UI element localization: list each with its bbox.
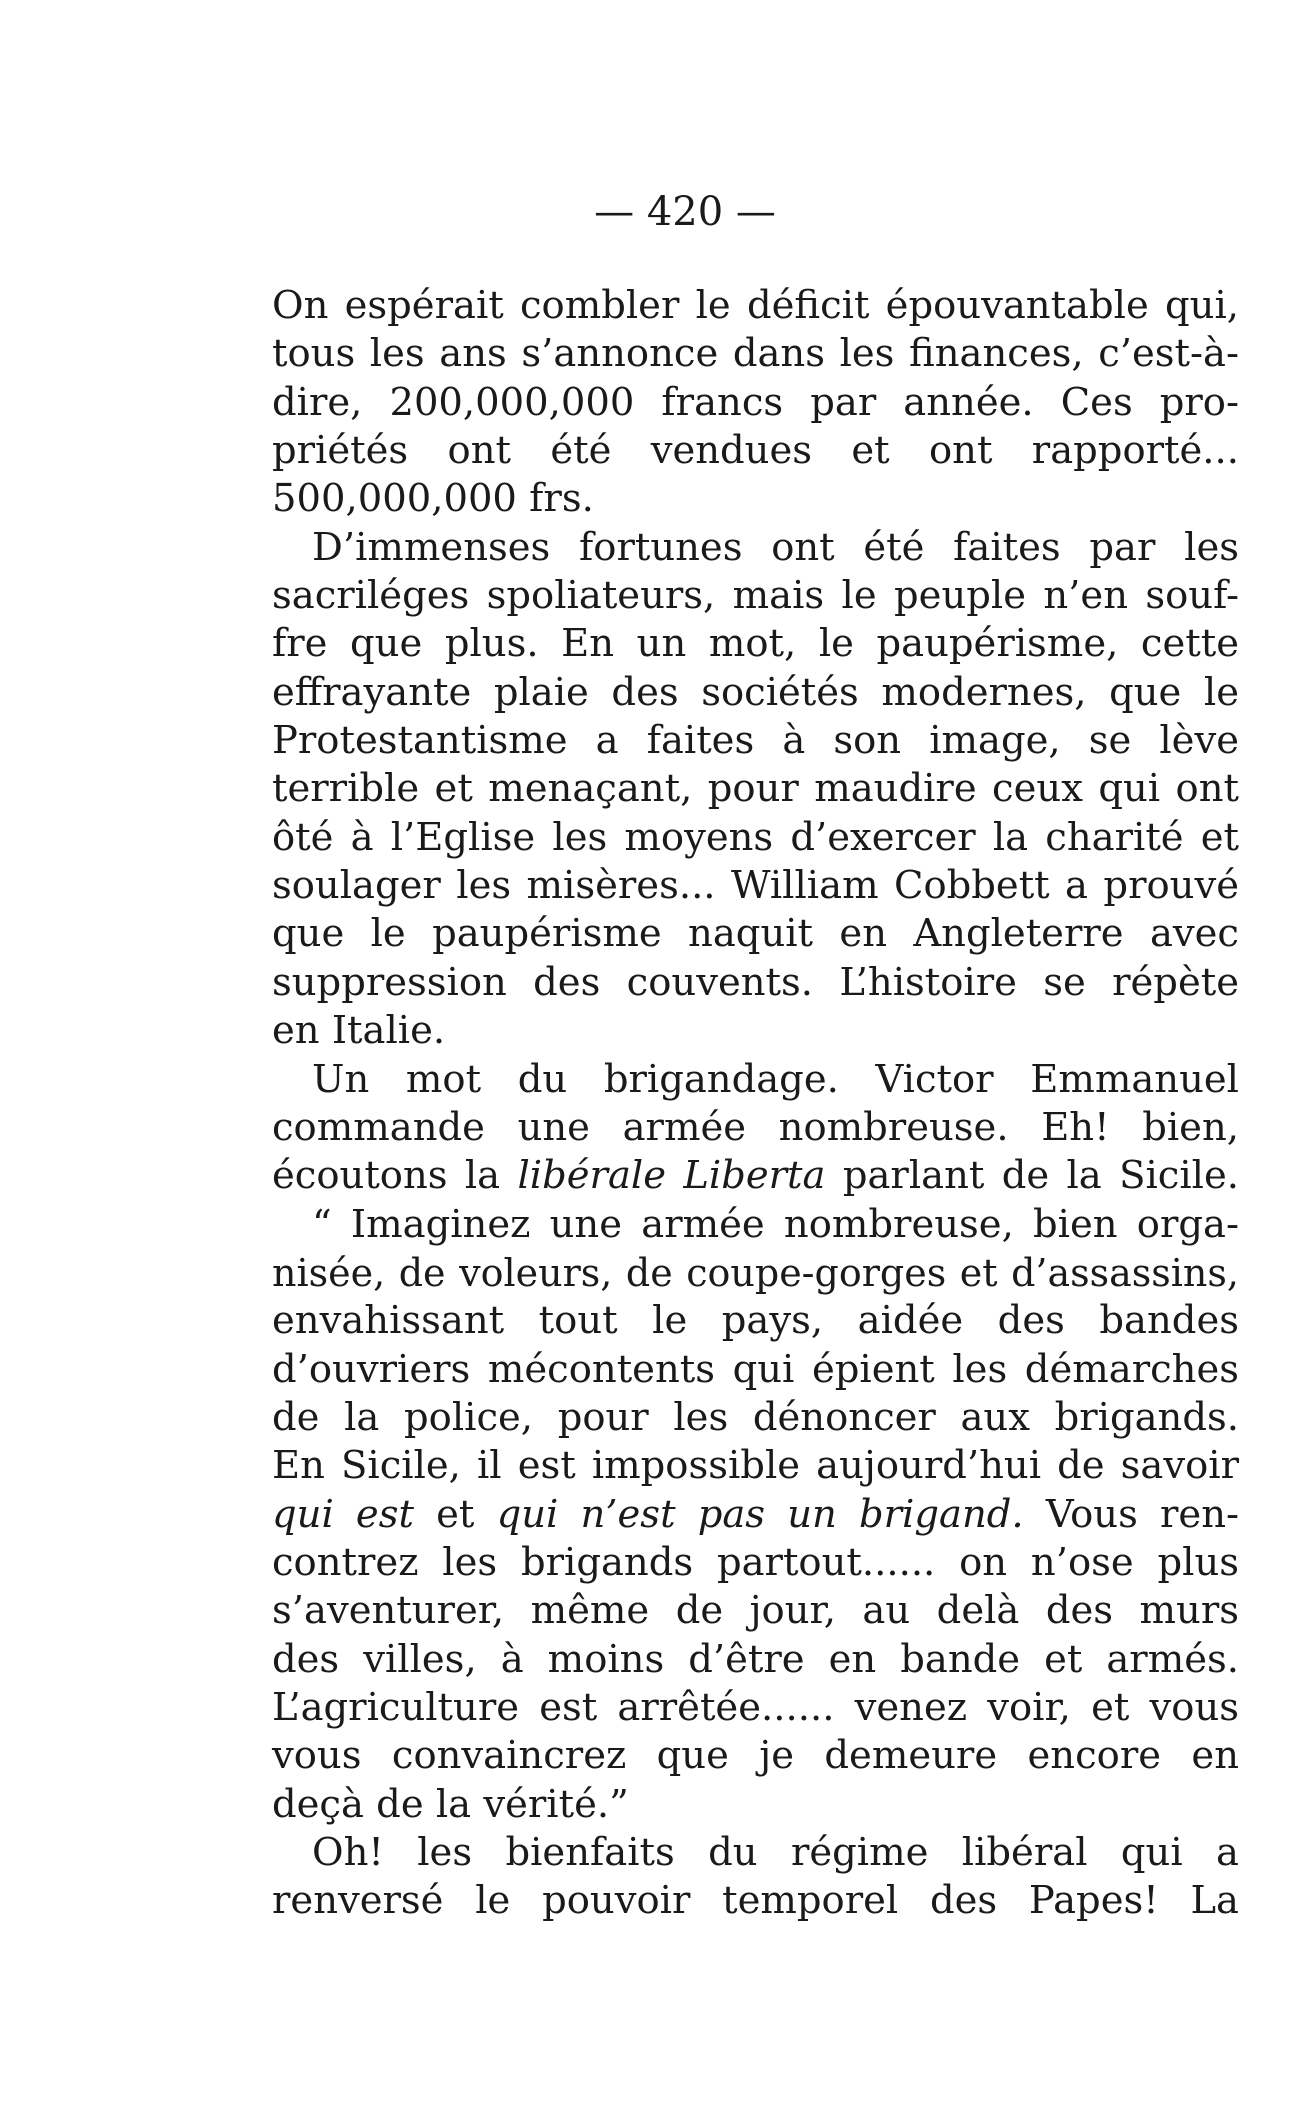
- text-line: sacriléges spoliateurs, mais le peuple n’en souf-: [272, 573, 1239, 619]
- body-text: [272, 282, 1239, 1926]
- page-number: — 420 —: [594, 189, 776, 235]
- text-line: On espérait combler le déficit épouvantable qui,: [272, 283, 1239, 328]
- text-line: envahissant tout le pays, aidée des bandes: [272, 1298, 1239, 1344]
- text-line: écoutons la libérale Liberta parlant de la Sicile.: [272, 1153, 1239, 1199]
- text-line: vous convaincrez que je demeure encore en: [272, 1733, 1239, 1779]
- text-line: fre que plus. En un mot, le paupérisme, cette: [272, 621, 1239, 667]
- text-line: de la police, pour les dénoncer aux brigands.: [272, 1394, 1239, 1440]
- text-line: dire, 200,000,000 francs par année. Ces pro-: [272, 379, 1239, 425]
- text-line: qui est et qui n’est pas un brigand. Vous ren-: [272, 1491, 1239, 1537]
- text-line: en Italie.: [272, 1008, 446, 1054]
- text-line: “ Imaginez une armée nombreuse, bien orga-: [312, 1201, 1239, 1247]
- text-line: Oh! les bienfaits du régime libéral qui a: [312, 1830, 1239, 1875]
- text-line: deçà de la vérité.”: [272, 1781, 629, 1827]
- text-line: D’immenses fortunes ont été faites par les: [312, 524, 1239, 570]
- text-line: commande une armée nombreuse. Eh! bien,: [272, 1104, 1239, 1150]
- text-line: 500,000,000 frs.: [272, 476, 594, 522]
- text-line: effrayante plaie des sociétés modernes, que le: [272, 669, 1239, 715]
- text-line: nisée, de voleurs, de coupe-gorges et d’assassins,: [272, 1250, 1239, 1295]
- text-line: Un mot du brigandage. Victor Emmanuel: [312, 1056, 1239, 1102]
- text-line: En Sicile, il est impossible aujourd’hui de savoir: [272, 1443, 1239, 1489]
- text-line: tous les ans s’annonce dans les finances, c’est-à-: [272, 331, 1239, 377]
- text-line: priétés ont été vendues et ont rapporté...: [272, 428, 1239, 474]
- text-line: contrez les brigands partout...... on n’ose plus: [272, 1539, 1239, 1585]
- text-line: suppression des couvents. L’histoire se répète: [272, 959, 1239, 1005]
- text-line: que le paupérisme naquit en Angleterre avec: [272, 911, 1239, 957]
- text-line: L’agriculture est arrêtée...... venez voir, et vous: [272, 1684, 1239, 1730]
- text-line: d’ouvriers mécontents qui épient les démarches: [272, 1346, 1239, 1392]
- text-line: terrible et menaçant, pour maudire ceux qui ont: [272, 766, 1239, 812]
- text-line: Protestantisme a faites à son image, se lève: [272, 718, 1239, 764]
- text-line: des villes, à moins d’être en bande et armés.: [272, 1636, 1239, 1682]
- text-line: ôté à l’Eglise les moyens d’exercer la charité et: [272, 814, 1239, 860]
- text-line: soulager les misères... William Cobbett a prouvé: [272, 863, 1239, 909]
- text-line: s’aventurer, même de jour, au delà des murs: [272, 1588, 1239, 1634]
- text-line: renversé le pouvoir temporel des Papes! La: [272, 1878, 1239, 1924]
